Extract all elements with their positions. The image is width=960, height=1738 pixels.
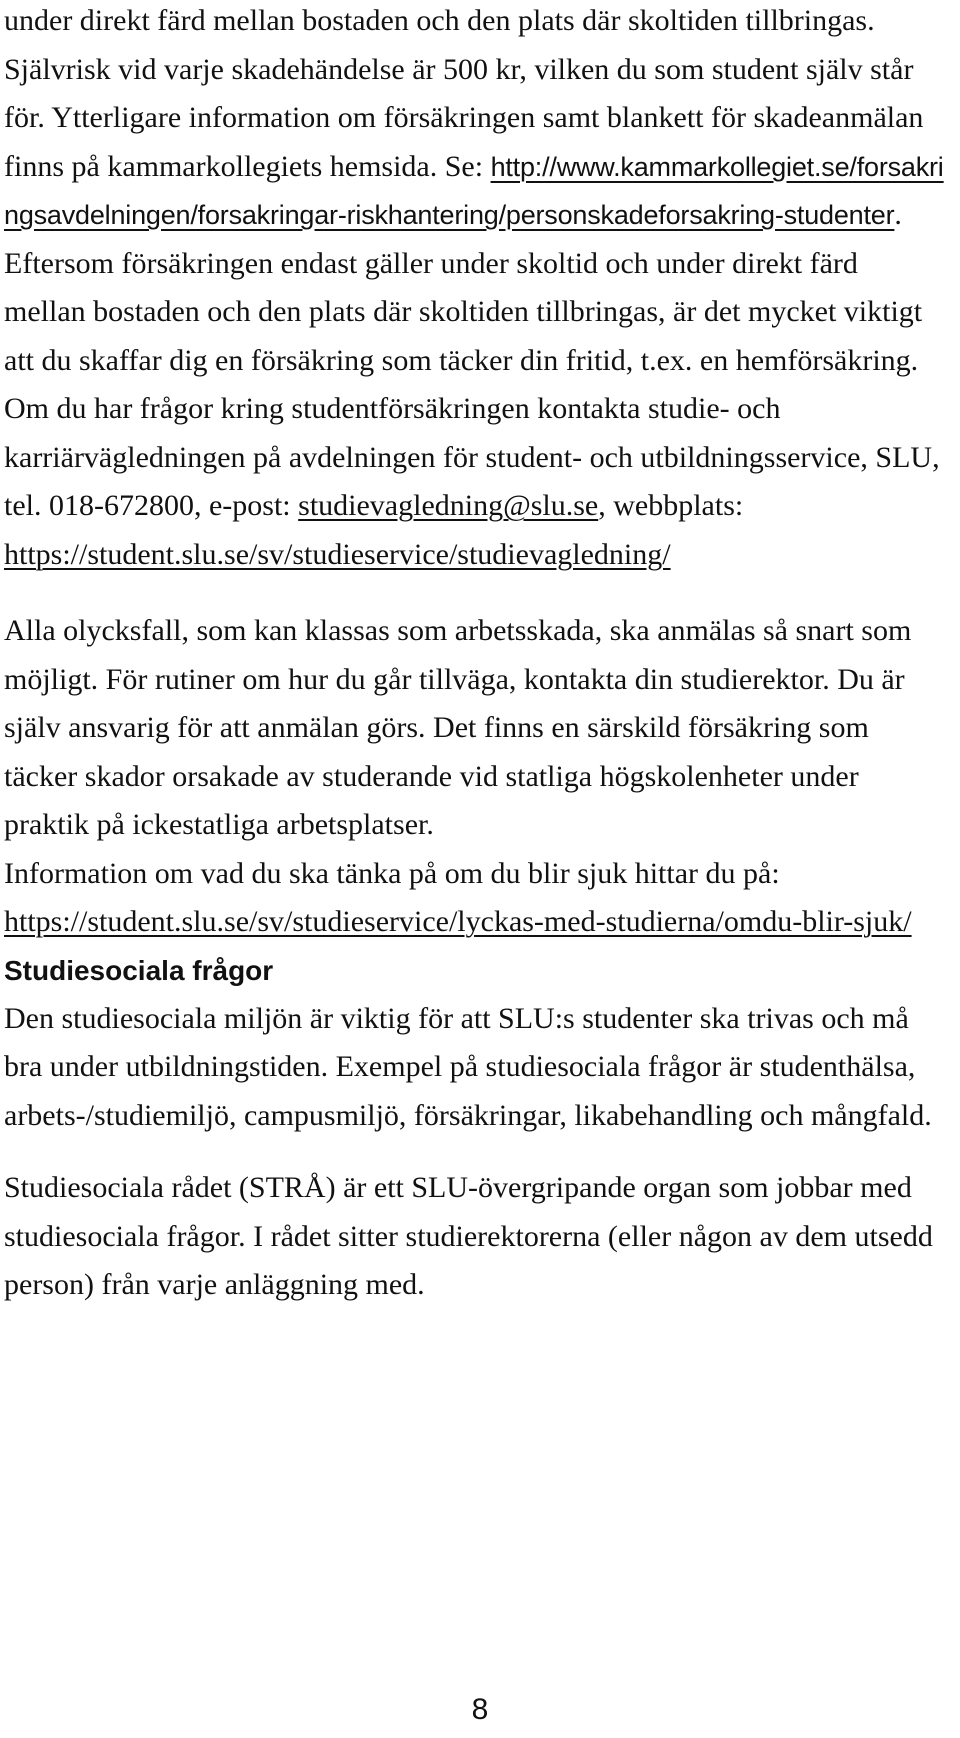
sick-info-link[interactable]: https://student.slu.se/sv/studieservice/lyckas-med-studierna/omdu-blir-sjuk/ — [4, 905, 912, 938]
section-heading: Studiesociala frågor — [4, 954, 274, 986]
insurance-paragraph — [4, 0, 944, 579]
injury-text: Alla olycksfall, som kan klassas som arbetsskada, ska anmälas så snart som möjligt. För rutiner om hur du går tillväga, kontakta din studierektor. Du är själv ansvarig för att anmälan görs. Det finns en särskild försäkring som täcker skador orsakade av studerande vid statliga högskolenheter under praktik på ickestatliga arbetsplatser. — [4, 614, 912, 841]
document-page — [4, 0, 944, 1310]
insurance-text-intro: under direkt färd mellan bostaden och den plats där skoltiden tillbringas. Självrisk vid varje skadehändelse är 500 kr, vilken du som student själv står för. Ytterligare information om försäkringen samt blankett för skadeanmälan finns på kammarkollegiets hemsida. Se: — [4, 4, 924, 183]
section-paragraph-2: Studiesociala rådet (STRÅ) är ett SLU-övergripande organ som jobbar med studiesociala frågor. I rådet sitter studierektorerna (eller någon av dem utsedd person) från varje anläggning med. — [4, 1171, 933, 1301]
insurance-text-continued: . Eftersom försäkringen endast gäller under skoltid och under direkt färd mellan bostaden och den plats där skoltiden tillbringas, är det mycket viktigt att du skaffar dig en försäkring som täcker din fritid, t.ex. en hemförsäkring. Om du har frågor kring studentförsäkringen kontakta studie- och karriärvägledningen på avdelningen för student- och utbildningsservice, SLU, tel. 018-672800, e-post: — [4, 198, 940, 522]
website-label: , webbplats: — [598, 489, 744, 522]
email-link[interactable]: studievagledning@slu.se — [298, 489, 599, 522]
sick-info-text: Information om vad du ska tänka på om du blir sjuk hittar du på: — [4, 856, 780, 890]
section-paragraph-1: Den studiesociala miljön är viktig för att SLU:s studenter ska trivas och må bra under utbildningstiden. Exempel på studiesociala frågor är studenthälsa, arbets-/studiemiljö, campusmiljö, försäkringar, likabehandling och mångfald. — [4, 1001, 932, 1132]
injury-paragraph — [4, 607, 944, 947]
kammarkollegiet-link[interactable]: http://www.kammarkollegiet.se/forsakringsavdelningen/forsakringar-riskhantering/personskadeforsakring-studenter — [4, 151, 944, 230]
studievagledning-link[interactable]: https://student.slu.se/sv/studieservice/studievagledning/ — [4, 537, 671, 571]
page-number: 8 — [471, 1693, 489, 1726]
